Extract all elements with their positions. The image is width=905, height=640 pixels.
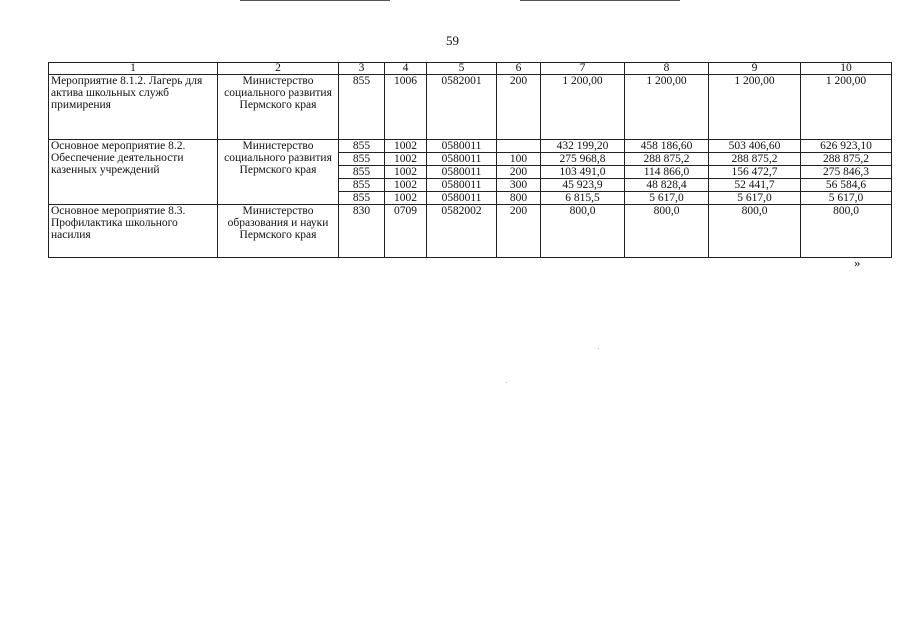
amount-cell: 45 923,9 [541,179,625,192]
code-cell: 0582002 [427,205,497,258]
ministry-cell: Министерство социального развития Пермского края [218,75,339,140]
amount-cell: 52 441,7 [709,179,801,192]
scan-speck [598,348,599,349]
table-header-row [49,63,892,75]
amount-cell: 156 472,7 [709,166,801,179]
amount-cell: 1 200,00 [625,75,709,140]
amount-cell: 5 617,0 [625,192,709,205]
header-cell: 8 [625,63,709,75]
code-cell: 855 [339,140,385,153]
amount-cell: 5 617,0 [709,192,801,205]
header-cell: 7 [541,63,625,75]
amount-cell: 288 875,2 [709,153,801,166]
code-cell: 1002 [385,140,427,153]
code-cell: 1002 [385,166,427,179]
activity-cell: Основное мероприятие 8.3. Профилактика школьного насилия [49,205,218,258]
code-cell: 1002 [385,153,427,166]
amount-cell: 503 406,60 [709,140,801,153]
amount-cell: 458 186,60 [625,140,709,153]
code-cell: 1006 [385,75,427,140]
activity-cell: Мероприятие 8.1.2. Лагерь для актива школьных служб примирения [49,75,218,140]
ministry-cell: Министерство социального развития Пермского края [218,140,339,205]
code-cell: 855 [339,166,385,179]
header-cell: 1 [49,63,218,75]
code-cell: 0580011 [427,140,497,153]
header-cell: 3 [339,63,385,75]
code-cell: 830 [339,205,385,258]
code-cell: 0580011 [427,153,497,166]
code-cell: 855 [339,179,385,192]
amount-cell: 800,0 [709,205,801,258]
amount-cell: 288 875,2 [625,153,709,166]
amount-cell: 6 815,5 [541,192,625,205]
code-cell: 200 [497,75,541,140]
code-cell: 800 [497,192,541,205]
code-cell: 855 [339,192,385,205]
amount-cell: 800,0 [801,205,892,258]
code-cell: 1002 [385,192,427,205]
code-cell: 855 [339,153,385,166]
header-cell: 6 [497,63,541,75]
amount-cell: 103 491,0 [541,166,625,179]
amount-cell: 48 828,4 [625,179,709,192]
closing-quote-mark: » [854,255,861,270]
amount-cell: 288 875,2 [801,153,892,166]
amount-cell: 626 923,10 [801,140,892,153]
table-row [49,205,892,258]
code-cell: 0582001 [427,75,497,140]
header-cell: 2 [218,63,339,75]
code-cell: 200 [497,166,541,179]
code-cell: 0580011 [427,166,497,179]
amount-cell: 275 846,3 [801,166,892,179]
header-cell: 10 [801,63,892,75]
amount-cell: 800,0 [625,205,709,258]
code-cell: 855 [339,75,385,140]
header-cell: 5 [427,63,497,75]
code-cell: 0709 [385,205,427,258]
header-cell: 9 [709,63,801,75]
amount-cell: 800,0 [541,205,625,258]
top-rule-left [240,0,390,1]
table-row [49,140,892,153]
amount-cell: 5 617,0 [801,192,892,205]
amount-cell: 1 200,00 [541,75,625,140]
code-cell: 100 [497,153,541,166]
amount-cell: 1 200,00 [801,75,892,140]
activity-cell: Основное мероприятие 8.2. Обеспечение деятельности казенных учреждений [49,140,218,205]
header-cell: 4 [385,63,427,75]
amount-cell: 1 200,00 [709,75,801,140]
code-cell: 300 [497,179,541,192]
code-cell: 0580011 [427,192,497,205]
amount-cell: 56 584,6 [801,179,892,192]
amount-cell: 432 199,20 [541,140,625,153]
page-number: 59 [446,33,459,48]
amount-cell: 275 968,8 [541,153,625,166]
code-cell: 0580011 [427,179,497,192]
top-rule-right [520,0,680,1]
amount-cell: 114 866,0 [625,166,709,179]
code-cell [497,140,541,153]
budget-table [48,62,892,258]
table-row [49,75,892,140]
code-cell: 200 [497,205,541,258]
scan-speck [506,382,507,383]
ministry-cell: Министерство образования и науки Пермского края [218,205,339,258]
code-cell: 1002 [385,179,427,192]
